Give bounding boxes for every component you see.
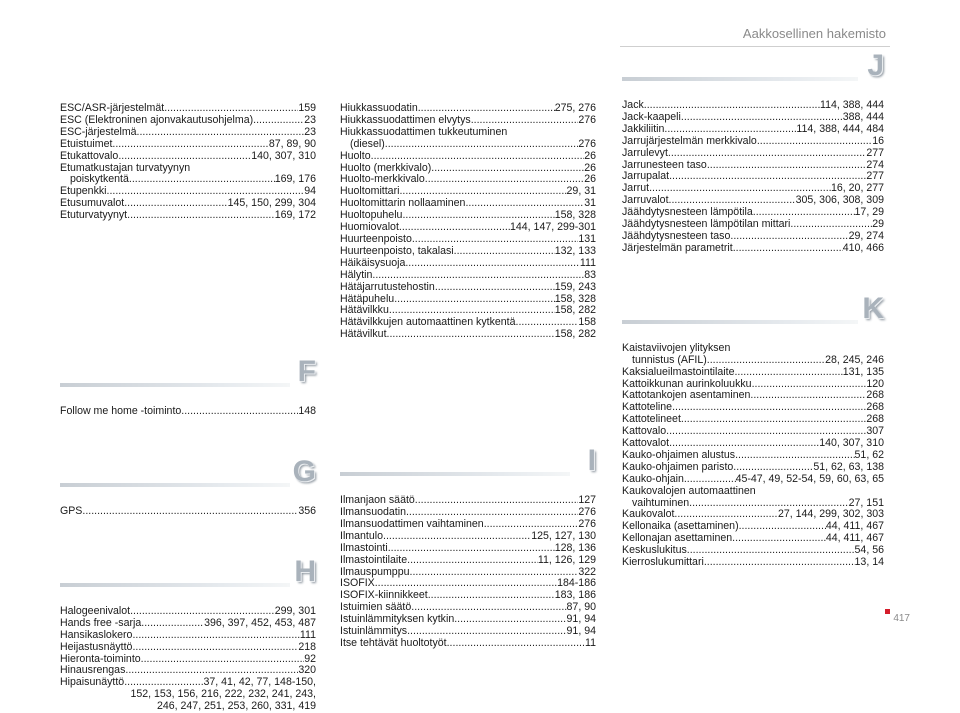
index-term: Jäähdytysnesteen lämpötila — [622, 206, 753, 219]
leader-dots — [415, 495, 579, 507]
index-term: ISOFIX — [340, 577, 375, 590]
index-term-cont: vaihtuminen — [632, 496, 690, 509]
index-term: Jarrunesteen taso — [622, 158, 707, 171]
index-term: Keskuslukitus — [622, 544, 687, 557]
index-term: Jack-kaapeli — [622, 110, 681, 123]
index-term: Hinausrengas — [60, 664, 126, 677]
index-pages: 356 — [298, 504, 316, 517]
leader-dots — [704, 557, 855, 569]
index-term: Hiukkassuodattimen elvytys — [340, 113, 471, 126]
index-entry — [622, 557, 884, 569]
section-letter-bar — [60, 554, 316, 606]
index-pages: 410, 466 — [842, 241, 884, 254]
index-term: Kattoikkunan aurinkoluukku — [622, 377, 752, 390]
index-entry — [340, 246, 596, 258]
index-term: Huoltomittarin nollaaminen — [340, 197, 466, 210]
index-column-1 — [60, 103, 316, 713]
index-pages: 268 — [866, 389, 884, 402]
index-pages: 44, 411, 467 — [825, 520, 884, 533]
index-pages: 144, 147, 299-301 — [509, 221, 596, 234]
index-pages: 29 — [872, 218, 884, 231]
index-term: Kattotelineet — [622, 413, 681, 426]
index-section — [60, 554, 316, 713]
corner-marker — [885, 609, 890, 614]
leader-dots — [752, 379, 867, 391]
index-entry — [60, 677, 316, 689]
index-pages: 51, 62 — [854, 448, 884, 461]
index-term: Huurteenpoisto — [340, 232, 412, 245]
index-term: Hieronta-toiminto — [60, 652, 141, 665]
index-term: ISOFIX-kiinnikkeet — [340, 589, 428, 602]
leader-dots — [383, 531, 531, 543]
index-term: Ilmantulo — [340, 529, 383, 542]
section-divider-bar — [340, 472, 570, 476]
leader-dots — [707, 160, 867, 172]
index-pages: 26 — [584, 149, 596, 162]
index-pages: 44, 411, 467 — [825, 532, 884, 545]
section-divider-bar — [60, 583, 290, 587]
index-term-cont: (diesel) — [350, 137, 385, 150]
section-letter: J — [867, 49, 884, 82]
index-entry — [340, 151, 596, 163]
index-term: Huolto-merkkivalo — [340, 173, 425, 186]
index-entry — [622, 343, 884, 367]
index-term: ESC-järjestelmä — [60, 125, 137, 138]
index-section — [340, 103, 596, 341]
index-pages: 26 — [584, 173, 596, 186]
section-letter: H — [294, 554, 316, 588]
leader-dots — [733, 243, 843, 255]
index-pages: 83 — [584, 268, 596, 281]
index-pages: 158, 282 — [554, 304, 596, 317]
index-term: Jäähdytysnesteen lämpötilan mittari — [622, 218, 791, 231]
leader-dots — [431, 163, 584, 175]
leader-dots — [757, 136, 872, 148]
index-entry — [622, 474, 884, 486]
index-entry — [622, 124, 884, 136]
leader-dots — [684, 474, 736, 486]
index-term: Kattovalo — [622, 425, 667, 438]
index-pages: 29, 31 — [566, 185, 596, 198]
leader-dots — [687, 545, 855, 557]
index-entry — [60, 210, 316, 222]
leader-dots — [112, 139, 268, 151]
index-term: Kaukovalot — [622, 508, 675, 521]
index-pages: 274 — [866, 158, 884, 171]
index-pages: 51, 62, 63, 138 — [813, 460, 884, 473]
section-letter-bar — [60, 454, 316, 506]
index-entry-line — [622, 355, 884, 367]
index-term: Kaukovalojen automaattinen — [622, 484, 756, 497]
index-pages: 158, 328 — [554, 292, 596, 305]
leader-dots — [124, 677, 203, 689]
leader-dots — [372, 270, 584, 282]
index-entry — [622, 243, 884, 255]
index-pages: 184-186 — [557, 577, 596, 590]
index-pages: 29, 274 — [848, 229, 884, 242]
index-term: Kierroslukumittari — [622, 556, 704, 569]
index-entry — [60, 606, 316, 618]
index-term: Kellonajan asettaminen — [622, 532, 733, 545]
index-term: Hätäjarrutustehostin — [340, 280, 435, 293]
section-letter-bar — [622, 49, 884, 100]
index-pages: 91, 94 — [566, 625, 596, 638]
leader-dots — [118, 151, 251, 163]
index-term: Istuinlämmityksen kytkin — [340, 613, 455, 626]
leader-dots — [435, 282, 555, 294]
index-term: Etuistuimet — [60, 137, 113, 150]
index-pages: 183, 186 — [554, 589, 596, 602]
index-entry — [622, 148, 884, 160]
index-term: Kauko-ohjaimen alustus — [622, 448, 736, 461]
index-section — [60, 355, 316, 418]
index-pages: 268 — [866, 401, 884, 414]
leader-dots — [707, 355, 825, 367]
index-term: Kattovalot — [622, 437, 670, 450]
section-letter-bar — [340, 444, 596, 495]
index-pages: 11, 126, 129 — [537, 553, 596, 566]
index-pages: 132, 133 — [554, 244, 596, 257]
index-pages: 276 — [578, 517, 596, 530]
index-term: Follow me home -toiminto — [60, 405, 182, 418]
leader-dots — [732, 533, 826, 545]
index-entry — [340, 282, 596, 294]
index-term: Jäähdytysnesteen taso — [622, 229, 731, 242]
section-divider-bar — [622, 320, 858, 324]
index-pages: 127 — [578, 494, 596, 507]
index-term: Hätäpuhelu — [340, 292, 395, 305]
leader-dots — [137, 127, 305, 139]
index-pages: 305, 306, 308, 309 — [795, 194, 884, 207]
index-pages: 54, 56 — [854, 544, 884, 557]
index-term: Kauko-ohjain — [622, 472, 684, 485]
section-letter-bar — [622, 291, 884, 343]
index-pages: 16 — [872, 134, 884, 147]
index-pages: 125, 127, 130 — [531, 529, 596, 542]
leader-dots — [141, 654, 305, 666]
index-term: ESC/ASR-järjestelmät — [60, 102, 165, 114]
leader-dots — [739, 521, 826, 533]
index-entry — [60, 642, 316, 654]
index-term: Heijastusnäyttö — [60, 640, 133, 653]
index-pages: 158, 328 — [554, 209, 596, 222]
index-pages: 396, 397, 452, 453, 487 — [204, 616, 316, 629]
index-pages: 158 — [578, 316, 596, 329]
page-header-title: Aakkosellinen hakemisto — [742, 26, 886, 41]
index-pages: 169, 172 — [274, 209, 316, 222]
index-pages: 37, 41, 42, 77, 148-150, — [203, 676, 316, 689]
section-letter: I — [587, 444, 596, 478]
index-pages: 91, 94 — [566, 613, 596, 626]
index-term: Ilmauspumppu — [340, 565, 410, 578]
index-pages: 94 — [304, 185, 316, 198]
index-pages: 275, 276 — [554, 102, 596, 114]
index-entry — [340, 531, 596, 543]
index-entry — [60, 163, 316, 187]
leader-dots — [428, 590, 555, 602]
index-term: Huolto — [340, 149, 371, 162]
index-term: Ilmastointi — [340, 541, 388, 554]
index-term: Etusumuvalot — [60, 197, 125, 210]
index-pages: 131, 135 — [842, 365, 884, 378]
section-letter-bar — [60, 355, 316, 406]
section-divider-bar — [60, 383, 290, 387]
index-pages: 322 — [578, 565, 596, 578]
index-term: Ilmansuodattimen vaihtaminen — [340, 517, 484, 530]
index-pages: 114, 388, 444, 484 — [796, 122, 884, 135]
index-section — [60, 454, 316, 518]
index-pages: 11 — [585, 637, 596, 649]
leader-dots — [127, 210, 275, 222]
index-entry — [60, 406, 316, 418]
index-pages: 159, 243 — [554, 280, 596, 293]
index-pages-continued: 246, 247, 251, 253, 260, 331, 419 — [156, 700, 316, 713]
index-pages: 320 — [298, 664, 316, 677]
index-pages: 26 — [584, 161, 596, 174]
section-divider-bar — [622, 77, 858, 81]
leader-dots — [385, 139, 579, 151]
leader-dots — [664, 124, 796, 136]
index-pages: 169, 176 — [274, 173, 316, 186]
leader-dots — [371, 151, 585, 163]
index-term: Etupenkki — [60, 185, 107, 198]
index-pages: 140, 307, 310 — [251, 149, 316, 162]
index-pages: 388, 444 — [842, 110, 884, 123]
leader-dots — [387, 329, 555, 341]
index-term: Huoltomittari — [340, 185, 400, 198]
index-entry — [340, 329, 596, 341]
index-pages: 218 — [298, 640, 316, 653]
section-letter: F — [297, 355, 316, 389]
index-entry — [622, 136, 884, 148]
leader-dots — [425, 174, 584, 186]
index-pages: 140, 307, 310 — [819, 437, 884, 450]
index-term: Etukattovalo — [60, 149, 119, 162]
index-pages: 268 — [866, 413, 884, 426]
index-term: Huoltopuhelu — [340, 209, 403, 222]
index-pages: 277 — [866, 146, 884, 159]
leader-dots — [129, 174, 275, 186]
index-term: Jarrupalat — [622, 170, 670, 183]
leader-dots — [124, 198, 227, 210]
index-pages: 158, 282 — [554, 328, 596, 341]
leader-dots — [405, 258, 580, 270]
index-term: Kattoteline — [622, 401, 673, 414]
index-pages: 23 — [304, 113, 316, 126]
index-entry — [622, 462, 884, 474]
index-section — [622, 291, 884, 569]
index-term: Hätävilkku — [340, 304, 389, 317]
index-pages: 87, 89, 90 — [268, 137, 316, 150]
index-pages: 111 — [299, 628, 316, 641]
index-entry — [622, 367, 884, 379]
index-pages: 299, 301 — [274, 604, 316, 617]
header-rule — [620, 46, 890, 47]
leader-dots — [668, 148, 866, 160]
leader-dots — [750, 390, 866, 402]
leader-dots — [130, 606, 275, 618]
index-pages: 145, 150, 299, 304 — [227, 197, 316, 210]
index-entry — [340, 543, 596, 555]
index-pages: 92 — [304, 652, 316, 665]
index-term: Häikäisysuoja — [340, 256, 406, 269]
index-term: Huolto (merkkivalo) — [340, 161, 432, 174]
index-entry — [340, 270, 596, 282]
section-letter: K — [862, 291, 884, 325]
index-pages: 45-47, 49, 52-54, 59, 60, 63, 65 — [735, 472, 884, 485]
index-term: Kaksialueilmastointilaite — [622, 365, 735, 378]
index-column-2 — [340, 103, 596, 650]
index-entry — [60, 127, 316, 139]
index-entry — [340, 258, 596, 270]
index-pages: 28, 245, 246 — [825, 353, 884, 366]
leader-dots — [672, 402, 866, 414]
index-term: Kauko-ohjaimen paristo — [622, 460, 734, 473]
index-pages: 17, 29 — [854, 206, 884, 219]
index-term: Hälytin — [340, 268, 373, 281]
index-term: Huurteenpoisto, takalasi — [340, 244, 454, 257]
index-entry — [60, 665, 316, 677]
index-term: GPS — [60, 504, 83, 517]
leader-dots — [407, 555, 538, 567]
leader-dots — [82, 506, 298, 518]
index-entry — [60, 151, 316, 163]
index-term: Hiukkassuodattimen tukkeutuminen — [340, 125, 508, 138]
index-term: Kaistaviivojen ylityksen — [622, 341, 731, 354]
index-term: Hansikaslokero — [60, 628, 133, 641]
index-pages-continued: 152, 153, 156, 216, 222, 232, 241, 243, — [130, 688, 316, 701]
index-section — [60, 103, 316, 222]
index-entry — [340, 555, 596, 567]
index-term: Huomiovalot — [340, 221, 399, 234]
leader-dots — [399, 222, 510, 234]
leader-dots — [454, 246, 555, 258]
index-entry — [340, 127, 596, 151]
leader-dots — [394, 294, 555, 306]
index-term: ESC (Elektroninen ajonvakautusohjelma) — [60, 113, 254, 126]
index-term: Jarruvalot — [622, 194, 669, 207]
section-divider-bar — [60, 483, 290, 487]
index-pages: 31 — [584, 197, 596, 210]
index-term: Hipaisunäyttö — [60, 676, 125, 689]
index-term: Halogeenivalot — [60, 604, 131, 617]
index-column-3 — [622, 50, 884, 569]
index-pages: 128, 136 — [554, 541, 596, 554]
index-entry-line — [340, 139, 596, 151]
index-pages: 87, 90 — [566, 601, 596, 614]
section-letter: G — [292, 454, 316, 488]
index-pages: 27, 151 — [848, 496, 884, 509]
index-term: Ilmanjaon säätö — [340, 494, 415, 507]
index-term: Hätävilkkujen automaattinen kytkentä — [340, 316, 516, 329]
leader-dots — [141, 618, 204, 630]
index-term: Hiukkassuodatin — [340, 102, 418, 114]
index-entry — [60, 139, 316, 151]
index-term: Kellonaika (asettaminen) — [622, 520, 739, 533]
index-pages: 27, 144, 299, 302, 303 — [777, 508, 884, 521]
leader-dots — [681, 414, 866, 426]
leader-dots — [730, 231, 848, 243]
index-pages: 120 — [866, 377, 884, 390]
index-term: Etuturvatyynyt — [60, 209, 128, 222]
index-pages: 131 — [578, 232, 596, 245]
index-pages: 13, 14 — [854, 556, 884, 569]
index-term: Istuimien säätö — [340, 601, 412, 614]
index-term: Kattotankojen asentaminen — [622, 389, 751, 402]
index-pages: 276 — [578, 137, 596, 150]
index-term: Jack — [622, 99, 644, 111]
index-term: Jarrulevyt — [622, 146, 668, 159]
leader-dots — [388, 543, 555, 555]
leader-dots — [454, 614, 566, 626]
index-term: Itse tehtävät huoltotyöt — [340, 637, 447, 649]
leader-dots — [410, 567, 579, 579]
index-term: Jarrujärjestelmän merkkivalo — [622, 134, 757, 147]
index-section — [340, 444, 596, 650]
index-term: Hätävilkut — [340, 328, 387, 341]
index-pages: 276 — [578, 113, 596, 126]
leader-dots — [181, 406, 298, 418]
leader-dots — [132, 642, 298, 654]
index-term: Jarrut — [622, 182, 650, 195]
index-term: Etumatkustajan turvatyynyn — [60, 161, 191, 174]
index-pages: 159 — [298, 102, 316, 114]
index-term: Hands free -sarja — [60, 616, 142, 629]
leader-dots — [734, 367, 842, 379]
index-pages: 277 — [866, 170, 884, 183]
index-pages: 16, 20, 277 — [830, 182, 884, 195]
index-pages: 114, 388, 444 — [819, 99, 884, 111]
leader-dots — [125, 665, 298, 677]
index-pages: 111 — [579, 256, 596, 269]
leader-dots — [733, 462, 813, 474]
index-pages: 148 — [298, 405, 316, 418]
index-term: Ilmastointilaite — [340, 553, 408, 566]
index-pages: 23 — [304, 125, 316, 138]
index-term: Järjestelmän parametrit — [622, 241, 733, 254]
index-pages: 307 — [866, 425, 884, 438]
page-number: 417 — [893, 613, 910, 624]
index-term-cont: tunnistus (AFIL) — [632, 353, 707, 366]
index-term: Istuinlämmitys — [340, 625, 408, 638]
index-entry — [622, 486, 884, 510]
index-entry — [60, 506, 316, 518]
index-term: Jakkiliitin — [622, 122, 665, 135]
index-section — [622, 49, 884, 255]
index-entry — [60, 654, 316, 666]
index-pages: 276 — [578, 506, 596, 519]
index-term-cont: poiskytkentä — [70, 173, 129, 186]
index-entry — [60, 618, 316, 630]
index-term: Ilmansuodatin — [340, 506, 406, 519]
leader-dots — [253, 115, 304, 127]
